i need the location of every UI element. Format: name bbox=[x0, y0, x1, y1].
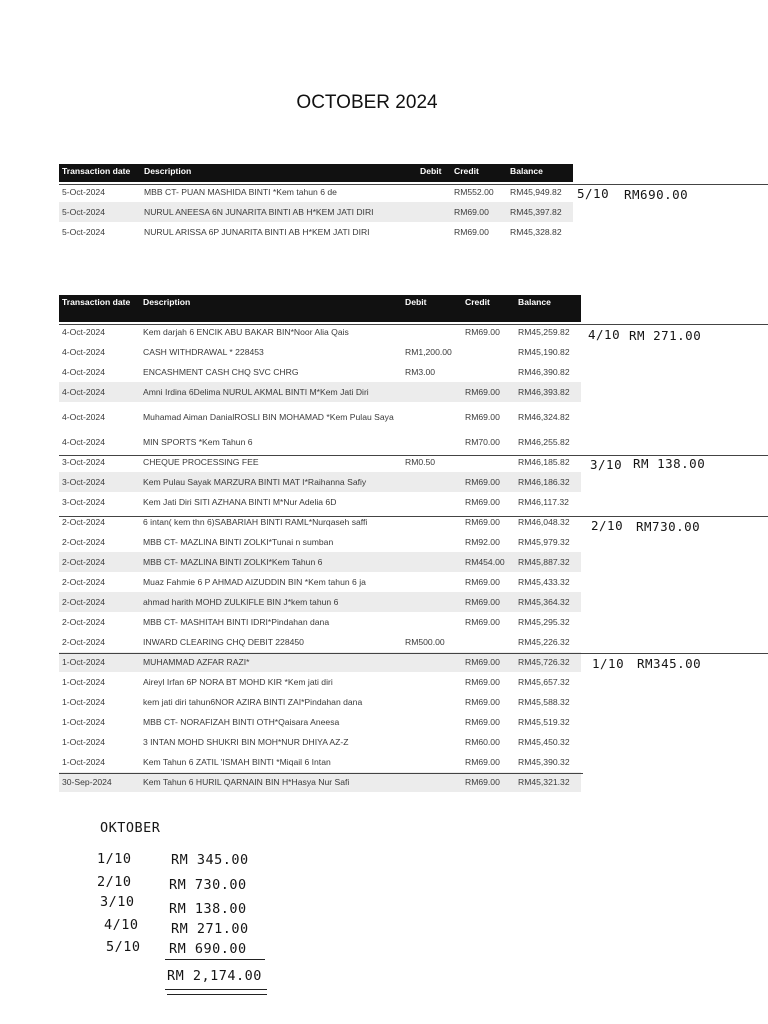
table-row bbox=[59, 572, 581, 592]
header-description: Description bbox=[141, 164, 417, 182]
cell-credit bbox=[462, 632, 515, 652]
cell-desc: CHEQUE PROCESSING FEE bbox=[143, 457, 259, 467]
cell-date: 1-Oct-2024 bbox=[62, 757, 105, 767]
header-description: Description bbox=[140, 295, 402, 322]
cell-date: 4-Oct-2024 bbox=[62, 347, 105, 357]
summary-amount: RM 730.00 bbox=[169, 877, 247, 893]
cell-debit bbox=[402, 552, 462, 572]
cell-debit bbox=[402, 672, 462, 692]
cell-credit: RM454.00 bbox=[462, 552, 515, 572]
cell-desc: kem jati diri tahun6NOR AZIRA BINTI ZAI*Pindahan dana bbox=[143, 697, 363, 707]
day-separator bbox=[59, 184, 768, 185]
table-row bbox=[59, 362, 581, 382]
cell-balance: RM45,433.32 bbox=[518, 577, 570, 587]
total-double-underline bbox=[167, 994, 267, 995]
cell-balance: RM45,450.32 bbox=[518, 737, 570, 747]
cell-debit bbox=[402, 712, 462, 732]
table-row bbox=[59, 342, 581, 362]
total-double-underline bbox=[165, 989, 267, 990]
margin-note-amount: RM730.00 bbox=[636, 519, 701, 534]
margin-note-amount: RM690.00 bbox=[624, 187, 689, 202]
cell-balance: RM45,657.32 bbox=[518, 677, 570, 687]
cell-credit: RM69.00 bbox=[465, 412, 500, 422]
cell-credit: RM92.00 bbox=[465, 537, 500, 547]
cell-debit bbox=[402, 592, 462, 612]
cell-credit: RM69.00 bbox=[462, 592, 515, 612]
cell-debit bbox=[402, 692, 462, 712]
day-separator bbox=[59, 516, 768, 517]
cell-balance: RM45,979.32 bbox=[518, 537, 570, 547]
margin-note-amount: RM 138.00 bbox=[633, 456, 706, 471]
cell-debit bbox=[402, 322, 462, 342]
cell-date: 2-Oct-2024 bbox=[62, 537, 105, 547]
summary-date: 4/10 bbox=[104, 917, 139, 933]
page-title: OCTOBER 2024 bbox=[296, 92, 438, 113]
cell-credit: RM69.00 bbox=[454, 227, 489, 237]
cell-debit bbox=[402, 612, 462, 632]
cell-credit: RM69.00 bbox=[465, 717, 500, 727]
cell-debit: RM1,200.00 bbox=[405, 347, 452, 357]
table-row bbox=[59, 772, 581, 792]
cell-desc: Kem Jati Diri SITI AZHANA BINTI M*Nur Adelia 6D bbox=[143, 497, 337, 507]
header-balance: Balance bbox=[515, 295, 581, 322]
table-header-row bbox=[59, 164, 573, 182]
cell-debit: RM0.50 bbox=[405, 457, 436, 467]
cell-debit bbox=[417, 202, 451, 222]
cell-desc: Muhamad Aiman DanialROSLI BIN MOHAMAD *Kem Pulau Saya bbox=[143, 412, 394, 422]
cell-desc: NURUL ANEESA 6N JUNARITA BINTI AB H*KEM JATI DIRI bbox=[141, 202, 417, 222]
margin-note-amount: RM345.00 bbox=[637, 656, 702, 671]
cell-balance: RM45,321.32 bbox=[515, 772, 581, 792]
cell-date: 5-Oct-2024 bbox=[62, 227, 105, 237]
table-row bbox=[59, 432, 581, 452]
cell-debit bbox=[402, 572, 462, 592]
cell-credit: RM69.00 bbox=[465, 697, 500, 707]
cell-balance: RM46,393.82 bbox=[515, 382, 581, 402]
cell-desc: Kem Pulau Sayak MARZURA BINTI MAT I*Raihanna Safiy bbox=[140, 472, 402, 492]
cell-debit: RM3.00 bbox=[405, 367, 436, 377]
cell-desc: MBB CT- NORAFIZAH BINTI OTH*Qaisara Aneesa bbox=[143, 717, 340, 727]
summary-amount: RM 271.00 bbox=[171, 921, 249, 937]
cell-date: 2-Oct-2024 bbox=[62, 637, 105, 647]
cell-balance: RM45,588.32 bbox=[518, 697, 570, 707]
cell-balance: RM45,887.32 bbox=[515, 552, 581, 572]
cell-desc: ENCASHMENT CASH CHQ SVC CHRG bbox=[143, 367, 299, 377]
cell-credit: RM552.00 bbox=[454, 187, 494, 197]
table-row bbox=[59, 552, 581, 572]
cell-date: 2-Oct-2024 bbox=[62, 577, 105, 587]
cell-balance: RM46,390.82 bbox=[518, 367, 570, 377]
cell-balance: RM45,226.32 bbox=[518, 637, 570, 647]
table-row bbox=[59, 592, 581, 612]
cell-date: 3-Oct-2024 bbox=[59, 472, 140, 492]
cell-balance: RM45,949.82 bbox=[510, 187, 562, 197]
sum-underline bbox=[165, 959, 265, 960]
cell-debit bbox=[402, 532, 462, 552]
cell-balance: RM46,048.32 bbox=[518, 517, 570, 527]
cell-balance: RM45,519.32 bbox=[518, 717, 570, 727]
cell-date: 2-Oct-2024 bbox=[59, 552, 140, 572]
margin-note-date: 1/10 bbox=[592, 656, 625, 671]
table-row bbox=[59, 752, 581, 772]
cell-desc: Aireyl Irfan 6P NORA BT MOHD KIR *Kem jati diri bbox=[143, 677, 333, 687]
cell-credit bbox=[462, 342, 515, 362]
cell-date: 3-Oct-2024 bbox=[62, 457, 105, 467]
cell-credit: RM69.00 bbox=[465, 517, 500, 527]
cell-date: 4-Oct-2024 bbox=[62, 367, 105, 377]
cell-balance: RM45,726.32 bbox=[515, 652, 581, 672]
table-row bbox=[59, 532, 581, 552]
table-row bbox=[59, 712, 581, 732]
table-row bbox=[59, 732, 581, 752]
cell-desc: MIN SPORTS *Kem Tahun 6 bbox=[143, 437, 253, 447]
cell-balance: RM46,185.82 bbox=[518, 457, 570, 467]
cell-date: 5-Oct-2024 bbox=[62, 187, 105, 197]
table-row bbox=[59, 202, 573, 222]
cell-desc: NURUL ARISSA 6P JUNARITA BINTI AB H*KEM JATI DIRI bbox=[144, 227, 370, 237]
margin-note-date: 2/10 bbox=[591, 518, 624, 533]
summary-amount: RM 345.00 bbox=[171, 852, 249, 868]
cell-credit: RM69.00 bbox=[465, 577, 500, 587]
header-balance: Balance bbox=[507, 164, 573, 182]
table-row bbox=[59, 512, 581, 532]
day-separator bbox=[59, 653, 768, 654]
cell-credit: RM70.00 bbox=[465, 437, 500, 447]
header-debit: Debit bbox=[402, 295, 462, 322]
header-credit: Credit bbox=[462, 295, 515, 322]
table-row bbox=[59, 222, 573, 242]
cell-debit bbox=[402, 492, 462, 512]
cell-balance: RM45,259.82 bbox=[518, 327, 570, 337]
cell-desc: Muaz Fahmie 6 P AHMAD AIZUDDIN BIN *Kem tahun 6 ja bbox=[143, 577, 366, 587]
cell-credit: RM69.00 bbox=[462, 652, 515, 672]
cell-credit: RM69.00 bbox=[462, 382, 515, 402]
cell-balance: RM46,117.32 bbox=[518, 497, 569, 507]
cell-date: 1-Oct-2024 bbox=[62, 677, 105, 687]
cell-debit bbox=[402, 752, 462, 772]
cell-debit bbox=[402, 652, 462, 672]
cell-desc: Kem Tahun 6 HURIL QARNAIN BIN H*Hasya Nur Safi bbox=[140, 772, 402, 792]
cell-desc: Kem darjah 6 ENCIK ABU BAKAR BIN*Noor Alia Qais bbox=[143, 327, 349, 337]
cell-date: 4-Oct-2024 bbox=[62, 412, 105, 422]
table-row bbox=[59, 382, 581, 402]
summary-amount: RM 690.00 bbox=[169, 941, 247, 957]
header-credit: Credit bbox=[451, 164, 507, 182]
cell-credit: RM69.00 bbox=[465, 497, 500, 507]
cell-desc: Kem Tahun 6 ZATIL 'ISMAH BINTI *Miqail 6 Intan bbox=[143, 757, 331, 767]
table-header-row bbox=[59, 295, 581, 322]
cell-desc: MBB CT- MASHITAH BINTI IDRI*Pindahan dana bbox=[143, 617, 330, 627]
table-row bbox=[59, 632, 581, 652]
cell-debit bbox=[402, 512, 462, 532]
cell-balance: RM45,390.32 bbox=[518, 757, 570, 767]
cell-credit: RM69.00 bbox=[462, 472, 515, 492]
cell-date: 2-Oct-2024 bbox=[59, 592, 140, 612]
cell-credit: RM60.00 bbox=[465, 737, 500, 747]
table-row bbox=[59, 322, 581, 342]
summary-heading: OKTOBER bbox=[100, 820, 161, 836]
cell-debit: RM500.00 bbox=[405, 637, 445, 647]
cell-date: 4-Oct-2024 bbox=[62, 437, 105, 447]
cell-debit bbox=[417, 182, 451, 202]
cell-balance: RM45,364.32 bbox=[515, 592, 581, 612]
cell-desc: MUHAMMAD AZFAR RAZI* bbox=[140, 652, 402, 672]
header-date: Transaction date bbox=[59, 164, 141, 182]
cell-credit: RM69.00 bbox=[465, 617, 500, 627]
cell-debit bbox=[402, 472, 462, 492]
table-row bbox=[59, 612, 581, 632]
cell-date: 3-Oct-2024 bbox=[62, 497, 105, 507]
cell-desc: ahmad harith MOHD ZULKIFLE BIN J*kem tahun 6 bbox=[140, 592, 402, 612]
cell-debit bbox=[402, 382, 462, 402]
margin-note-amount: RM 271.00 bbox=[629, 328, 702, 343]
cell-desc: 6 intan( kem thn 6)SABARIAH BINTI RAML*Nurqaseh saffi bbox=[143, 517, 368, 527]
summary-date: 2/10 bbox=[97, 874, 132, 890]
cell-desc: Amni Irdina 6Delima NURUL AKMAL BINTI M*Kem Jati Diri bbox=[140, 382, 402, 402]
cell-credit bbox=[462, 362, 515, 382]
margin-note-date: 5/10 bbox=[577, 186, 610, 201]
table-row bbox=[59, 672, 581, 692]
table-row bbox=[59, 182, 573, 202]
cell-balance: RM45,190.82 bbox=[518, 347, 570, 357]
cell-credit: RM69.00 bbox=[465, 757, 500, 767]
cell-desc: 3 INTAN MOHD SHUKRI BIN MOH*NUR DHIYA AZ-Z bbox=[143, 737, 349, 747]
margin-note-date: 3/10 bbox=[590, 457, 623, 472]
cell-date: 1-Oct-2024 bbox=[62, 717, 105, 727]
cell-credit: RM69.00 bbox=[465, 327, 500, 337]
cell-balance: RM45,397.82 bbox=[507, 202, 573, 222]
summary-amount: RM 138.00 bbox=[169, 901, 247, 917]
summary-date: 1/10 bbox=[97, 851, 132, 867]
table-row bbox=[59, 692, 581, 712]
cell-credit: RM69.00 bbox=[462, 772, 515, 792]
table-row bbox=[59, 492, 581, 512]
margin-note-date: 4/10 bbox=[588, 327, 621, 342]
cell-date: 1-Oct-2024 bbox=[59, 652, 140, 672]
cell-date: 30-Sep-2024 bbox=[59, 772, 140, 792]
cell-debit bbox=[402, 732, 462, 752]
cell-credit: RM69.00 bbox=[451, 202, 507, 222]
cell-date: 5-Oct-2024 bbox=[59, 202, 141, 222]
cell-desc: INWARD CLEARING CHQ DEBIT 228450 bbox=[143, 637, 304, 647]
cell-desc: MBB CT- MAZLINA BINTI ZOLKI*Tunai n sumban bbox=[143, 537, 334, 547]
summary-date: 5/10 bbox=[106, 939, 141, 955]
cell-balance: RM45,295.32 bbox=[518, 617, 570, 627]
cell-desc: MBB CT- PUAN MASHIDA BINTI *Kem tahun 6 de bbox=[144, 187, 337, 197]
cell-date: 2-Oct-2024 bbox=[62, 617, 105, 627]
table-row bbox=[59, 652, 581, 672]
transaction-table-top bbox=[59, 164, 573, 242]
table-row bbox=[59, 472, 581, 492]
cell-balance: RM46,324.82 bbox=[518, 412, 570, 422]
header-debit: Debit bbox=[417, 164, 451, 182]
cell-debit bbox=[402, 432, 462, 452]
day-separator bbox=[59, 324, 768, 325]
summary-date: 3/10 bbox=[100, 894, 135, 910]
cell-debit bbox=[402, 772, 462, 792]
cell-date: 1-Oct-2024 bbox=[62, 697, 105, 707]
cell-balance: RM46,255.82 bbox=[518, 437, 570, 447]
cell-credit: RM69.00 bbox=[465, 677, 500, 687]
cell-desc: CASH WITHDRAWAL * 228453 bbox=[143, 347, 264, 357]
cell-debit bbox=[402, 402, 462, 432]
summary-total: RM 2,174.00 bbox=[167, 968, 262, 984]
transaction-table-main bbox=[59, 295, 581, 792]
cell-date: 1-Oct-2024 bbox=[62, 737, 105, 747]
table-row bbox=[59, 402, 581, 432]
header-date: Transaction date bbox=[59, 295, 140, 322]
cell-balance: RM46,186.32 bbox=[515, 472, 581, 492]
cell-date: 2-Oct-2024 bbox=[62, 517, 105, 527]
cell-desc: MBB CT- MAZLINA BINTI ZOLKI*Kem Tahun 6 bbox=[140, 552, 402, 572]
cell-date: 4-Oct-2024 bbox=[62, 327, 105, 337]
cell-balance: RM45,328.82 bbox=[510, 227, 562, 237]
cell-date: 4-Oct-2024 bbox=[59, 382, 140, 402]
cell-debit bbox=[417, 222, 451, 242]
day-separator bbox=[59, 773, 583, 774]
